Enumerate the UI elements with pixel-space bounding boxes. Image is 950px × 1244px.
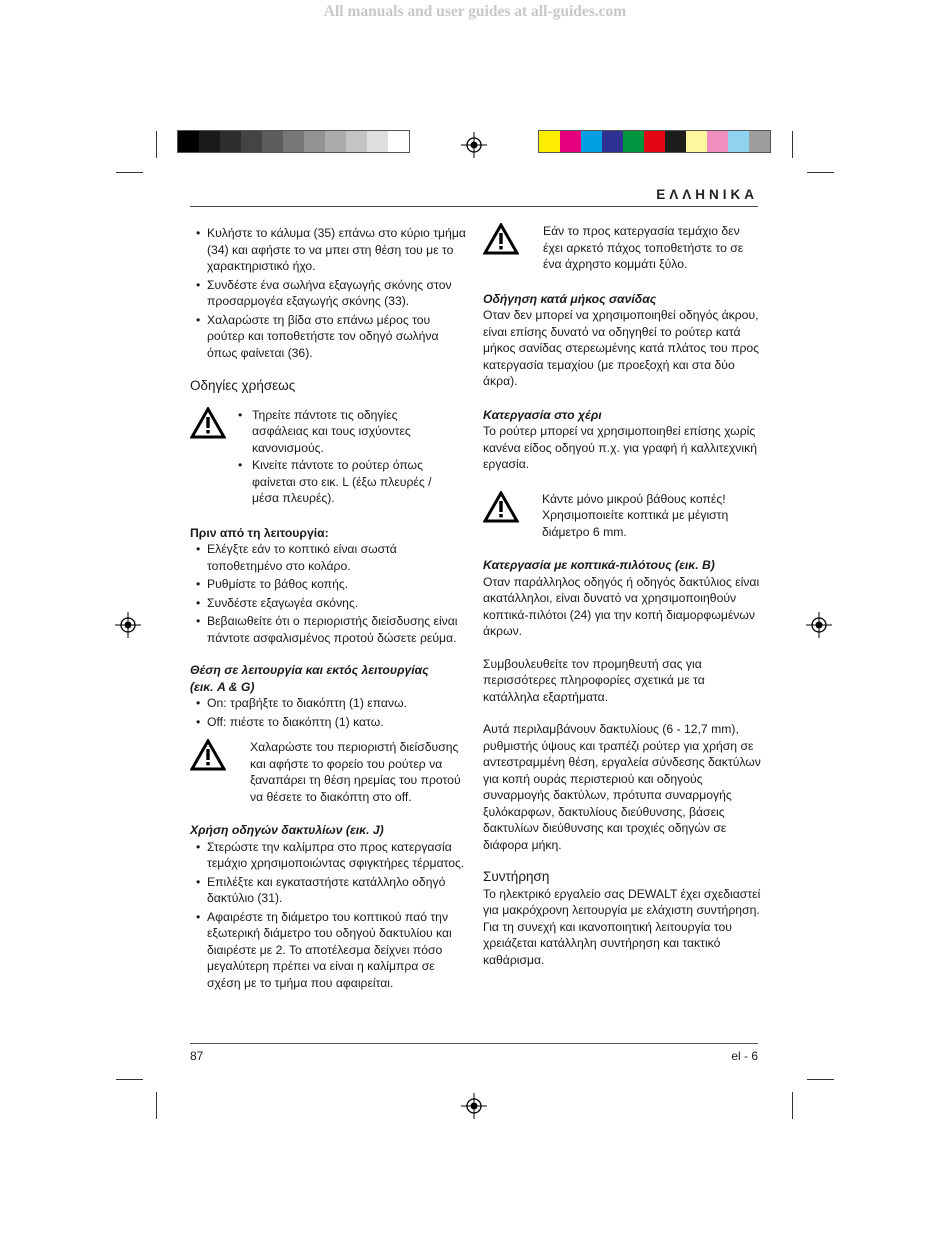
color-calibration-bar [538, 130, 771, 153]
before-bullet-list [190, 541, 470, 646]
warning-block [190, 407, 470, 508]
subheading-before-operation: Πριν από τη λειτουργία: [190, 525, 329, 540]
crop-mark [116, 172, 143, 173]
calibration-swatch [749, 131, 770, 152]
list-item: • Ρυθμίστε το βάθος κοπής. [190, 576, 470, 593]
warning-triangle-icon [190, 407, 226, 439]
paragraph: Το ηλεκτρικό εργαλείο σας DEWALT έχει σχεδιαστεί για μακρόχρονη λειτουργία με ελάχιστη συντήρηση. Για τη συνεχή και ικανοποιητική λειτουργία του χρειάζεται κατάλληλη συντήρηση και τακτικό καθάρισμα. [483, 886, 761, 967]
crop-mark [116, 1079, 143, 1080]
section-title-maintenance: Συντήρηση [483, 869, 550, 884]
paragraph: Οταν δεν μπορεί να χρησιμοποιηθεί οδηγός άκρου, είναι επίσης δυνατό να οδηγηθεί το ρούτερ κατά μήκος σανίδας στερεωμένης κατά πλάτος του προς κατεργασία τεμαχίου (με προεξοχή και στα δύο άκρα). [483, 308, 760, 388]
crop-mark [807, 1079, 834, 1080]
list-item: • Κινείτε πάντοτε το ρούτερ όπως φαίνεται στο εικ. L (έξω πλευρές / μέσα πλευρές). [238, 457, 443, 507]
intro-bullet-list [190, 225, 470, 361]
crop-mark [156, 1092, 157, 1119]
registration-mark-icon [806, 612, 832, 638]
calibration-swatch [539, 131, 560, 152]
registration-mark-icon [461, 1093, 487, 1119]
warning-text: Κάντε μόνο μικρού βάθους κοπές! Χρησιμοποιείτε κοπτικά με μέγιστη διάμετρο 6 mm. [542, 491, 729, 539]
paragraph: Οταν παράλληλος οδηγός ή οδηγός δακτύλιος είναι ακατάλληλοι, είναι δυνατό να χρησιμοποιηθούν κοπτικά-πιλότοι (24) για την κοπή διαμορφωμένων άκρων. [483, 574, 760, 638]
warning-block [483, 223, 761, 273]
calibration-swatch [178, 131, 199, 152]
crop-mark [792, 1092, 793, 1119]
calibration-swatch [283, 131, 304, 152]
list-item: • Τηρείτε πάντοτε τις οδηγίες ασφάλειας και τους ισχύοντες κανονισμούς. [238, 407, 443, 457]
list-item: • Off: πιέστε το διακόπτη (1) κατω. [190, 714, 470, 731]
list-item: • Συνδέστε εξαγωγέα σκόνης. [190, 595, 470, 612]
guide-bullet-list [190, 839, 470, 992]
subheading-freehand: Κατεργασία στο χέρι [483, 407, 602, 422]
calibration-swatch [346, 131, 367, 152]
paragraph: Το ρούτερ μπορεί να χρησιμοποιηθεί επίσης χωρίς κανένα είδος οδηγού π.χ. για γραφή ή καλλιτεχνική εργασία. [483, 424, 757, 471]
page-number: 87 [190, 1049, 204, 1063]
calibration-swatch [707, 131, 728, 152]
list-item: • Στερώστε την καλίμπρα στο προς κατεργασία τεμάχιο χρησιμοποιώντας σφιγκτήρες τέρματος. [190, 839, 470, 872]
warning-block [190, 739, 470, 805]
warning-text: Εάν το προς κατεργασία τεμάχιο δεν έχει αρκετό πάχος τοποθετήστε το σε ένα άχρηστο κομμάτι ξύλο. [543, 224, 744, 271]
watermark: All manuals and user guides at all-guides.com [323, 3, 627, 20]
list-item: • Αφαιρέστε τη διάμετρο του κοπτικού παό την εξωτερική διάμετρο του οδηγού δακτυλίου και διαιρέστε με 2. Το αποτέλεσμα δείχνει πόσο μεγαλύτερη πρέπει να είναι η καλίμπρα σε σχέση με το τμήμα που αφαιρείται. [190, 909, 470, 992]
list-item: • Χαλαρώστε τη βίδα στο επάνω μέρος του ρούτερ και τοποθετήστε τον οδηγό σωλήνα όπως φαίνεται (36). [190, 312, 470, 362]
calibration-swatch [728, 131, 749, 152]
subheading-guide-rings: Χρήση οδηγών δακτυλίων (εικ. J) [190, 823, 384, 837]
list-item: • Ελέγξτε εάν το κοπτικό είναι σωστά τοποθετημένο στο κολάρο. [190, 541, 470, 574]
list-item: • Κυλήστε το κάλυμα (35) επάνω στο κύριο τμήμα (34) και αφήστε το να μπει στη θέση του με το χαρακτηριστικό ήχο. [190, 225, 470, 275]
warning-list [238, 407, 443, 508]
warning-text: Χαλαρώστε του περιοριστή διείσδυσης και αφήστε το φορείο του ρούτερ να ξαναπάρει τη θέση ηρεμίας του προτού να θέσετε το διακόπτη στο off. [250, 740, 461, 804]
calibration-swatch [686, 131, 707, 152]
calibration-swatch [367, 131, 388, 152]
paragraph: Αυτά περιλαμβάνουν δακτυλίους (6 - 12,7 mm), ρυθμιστής ύψους και τραπέζι ρούτερ για χρήση σε αντεστραμμένη θέση, εργαλεία σύνδεσης δακτύλων για κοπή ουράς περιστεριού και οδηγούς συναρμογής δακτύλων, πρότυπα συναρμογής ξυλόκαρφων, δακτυλίους διεύθυνσης, βάσεις δακτυλίων διεύθυνσης και τροχιές οδηγών σε διάφορα μήκη. [483, 722, 761, 852]
registration-mark-icon [115, 612, 141, 638]
calibration-swatch [644, 131, 665, 152]
warning-triangle-icon [483, 223, 519, 255]
calibration-swatch [325, 131, 346, 152]
calibration-swatch [581, 131, 602, 152]
language-header: ΕΛΛΗΝΙΚΑ [190, 187, 758, 207]
calibration-swatch [388, 131, 409, 152]
section-title-usage: Οδηγίες χρήσεως [190, 378, 296, 393]
crop-mark [156, 131, 157, 158]
crop-mark [807, 172, 834, 173]
crop-mark [792, 131, 793, 158]
list-item: • On: τραβήξτε το διακόπτη (1) επανω. [190, 695, 470, 712]
registration-mark-icon [461, 132, 487, 158]
calibration-swatch [220, 131, 241, 152]
subheading-edge-guiding: Οδήγηση κατά μήκος σανίδας [483, 291, 657, 306]
calibration-swatch [602, 131, 623, 152]
calibration-swatch [304, 131, 325, 152]
right-column [483, 223, 761, 968]
on-off-bullet-list [190, 695, 470, 730]
paragraph: Συμβουλευθείτε τον προμηθευτή σας για περισσότερες πληροφορίες σχετικά με τα κατάλληλα εξαρτήματα. [483, 656, 705, 704]
list-item: • Βεβαιωθείτε ότι ο περιοριστής διείσδυσης είναι πάντοτε ασφαλισμένος προτού δώσετε ρεύμα. [190, 613, 470, 646]
subheading-on-off-figure: (εικ. A & G) [190, 679, 255, 694]
list-item: • Επιλέξτε και εγκαταστήστε κατάλληλο οδηγό δακτύλιο (31). [190, 874, 470, 907]
warning-triangle-icon [190, 739, 226, 771]
warning-block [483, 491, 761, 541]
page-code: el - 6 [731, 1049, 758, 1063]
subheading-on-off: Θέση σε λειτουργία και εκτός λειτουργίας [190, 663, 429, 677]
left-column [190, 225, 470, 993]
footer-divider [190, 1043, 758, 1044]
warning-triangle-icon [483, 491, 519, 523]
grayscale-calibration-bar [177, 130, 410, 153]
subheading-pilot-cutters: Κατεργασία με κοπτικά-πιλότους (εικ. B) [483, 558, 715, 572]
calibration-swatch [623, 131, 644, 152]
calibration-swatch [199, 131, 220, 152]
calibration-swatch [560, 131, 581, 152]
calibration-swatch [665, 131, 686, 152]
calibration-swatch [262, 131, 283, 152]
list-item: • Συνδέστε ένα σωλήνα εξαγωγής σκόνης στον προσαρμογέα εξαγωγής σκόνης (33). [190, 277, 470, 310]
calibration-swatch [241, 131, 262, 152]
